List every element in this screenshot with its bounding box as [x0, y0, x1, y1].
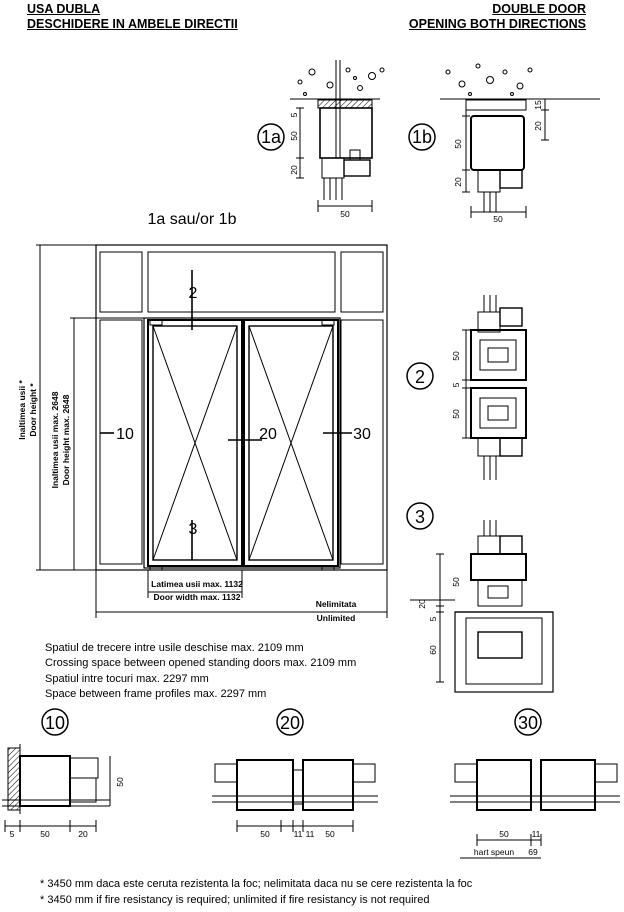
dim-1b-15: 15 [533, 100, 543, 110]
note-frame-en: Space between frame profiles max. 2297 mm [45, 688, 267, 700]
detail-1a-section [290, 60, 384, 212]
dim-20-left-50: 50 [260, 829, 270, 839]
detail-1b-number: 1b [411, 127, 433, 147]
height-label-ro: Inaltimea usii * [17, 380, 27, 440]
dim-10-20: 20 [78, 829, 88, 839]
dim-10-height-50: 50 [115, 777, 125, 787]
dim-3-50: 50 [451, 577, 461, 587]
dim-1b-20: 20 [533, 121, 543, 131]
title-ro-line2: DESCHIDERE IN AMBELE DIRECTII [27, 17, 238, 31]
title-ro-line1: USA DUBLA [27, 2, 101, 16]
detail-3-number: 3 [414, 507, 426, 527]
title-en-line1: DOUBLE DOOR [492, 2, 586, 16]
title-en-line2: OPENING BOTH DIRECTIONS [408, 17, 586, 31]
dim-1b-bottom-20: 20 [453, 177, 463, 187]
dim-30-50: 50 [499, 829, 509, 839]
total-width-ro: Nelimitata [315, 599, 357, 609]
dim-20-11a: 11 [293, 829, 303, 839]
note-crossing-ro: Spatiul de trecere intre usile deschise max. 2109 mm [45, 642, 304, 654]
dim-2-bottom-50: 50 [451, 409, 461, 419]
note-crossing-en: Crossing space between opened standing doors max. 2109 mm [45, 657, 357, 669]
elevation-top-label: 1a sau/or 1b [147, 211, 237, 228]
width-max-en: Door width max. 1132 [153, 592, 241, 602]
height-max-ro: Inaltimea usii max. 2648 [50, 391, 60, 489]
detail-20-number: 20 [279, 713, 301, 733]
dim-1a-width-50: 50 [340, 209, 350, 219]
elevation-leaf-right [244, 320, 338, 566]
dim-20-right-50: 50 [325, 829, 335, 839]
detail-30-section [450, 760, 620, 858]
dim-3-20: 20 [417, 599, 427, 609]
detail-2-section [462, 295, 526, 480]
dim-1a-50: 50 [289, 131, 299, 141]
height-label-en: Door height * [28, 383, 38, 437]
dim-1b-50: 50 [453, 139, 463, 149]
detail-3-section [410, 520, 553, 692]
footnote-ro: * 3450 mm daca este ceruta rezistenta la foc; nelimitata daca nu se cere rezistenta la foc [40, 878, 473, 890]
detail-10-number: 10 [44, 713, 66, 733]
detail-1b-section [440, 64, 600, 218]
dim-30-hart-speun: hart speun [473, 847, 515, 857]
mark-20: 20 [259, 426, 277, 443]
mark-10: 10 [116, 426, 134, 443]
dim-3-60: 60 [428, 645, 438, 655]
dim-1a-20: 20 [289, 165, 299, 175]
width-max-ro: Latimea usii max. 1132 [151, 579, 243, 589]
detail-1a-number: 1a [260, 127, 282, 147]
dim-30-69: 69 [528, 847, 538, 857]
mark-30: 30 [353, 426, 371, 443]
dim-2-top-50: 50 [451, 351, 461, 361]
dim-3-5: 5 [428, 616, 438, 622]
mark-2: 2 [188, 285, 198, 302]
footnote-en: * 3450 mm if fire resistancy is required; unlimited if fire resistancy is not required [40, 894, 430, 906]
detail-30-number: 30 [517, 713, 539, 733]
dim-20-11b: 11 [305, 829, 315, 839]
dim-1a-5: 5 [289, 112, 299, 118]
detail-10-section [2, 744, 110, 832]
dim-10-50: 50 [40, 829, 50, 839]
dim-2-5: 5 [451, 382, 461, 388]
dim-10-5: 5 [9, 829, 15, 839]
detail-20-section [212, 760, 378, 832]
height-max-en: Door height max. 2648 [61, 394, 71, 486]
mark-3: 3 [188, 521, 198, 538]
dim-30-11: 11 [531, 829, 541, 839]
detail-2-number: 2 [414, 367, 426, 387]
dim-1b-width-50: 50 [493, 214, 503, 224]
note-frame-ro: Spatiul intre tocuri max. 2297 mm [45, 673, 209, 685]
total-width-en: Unlimited [316, 613, 356, 623]
